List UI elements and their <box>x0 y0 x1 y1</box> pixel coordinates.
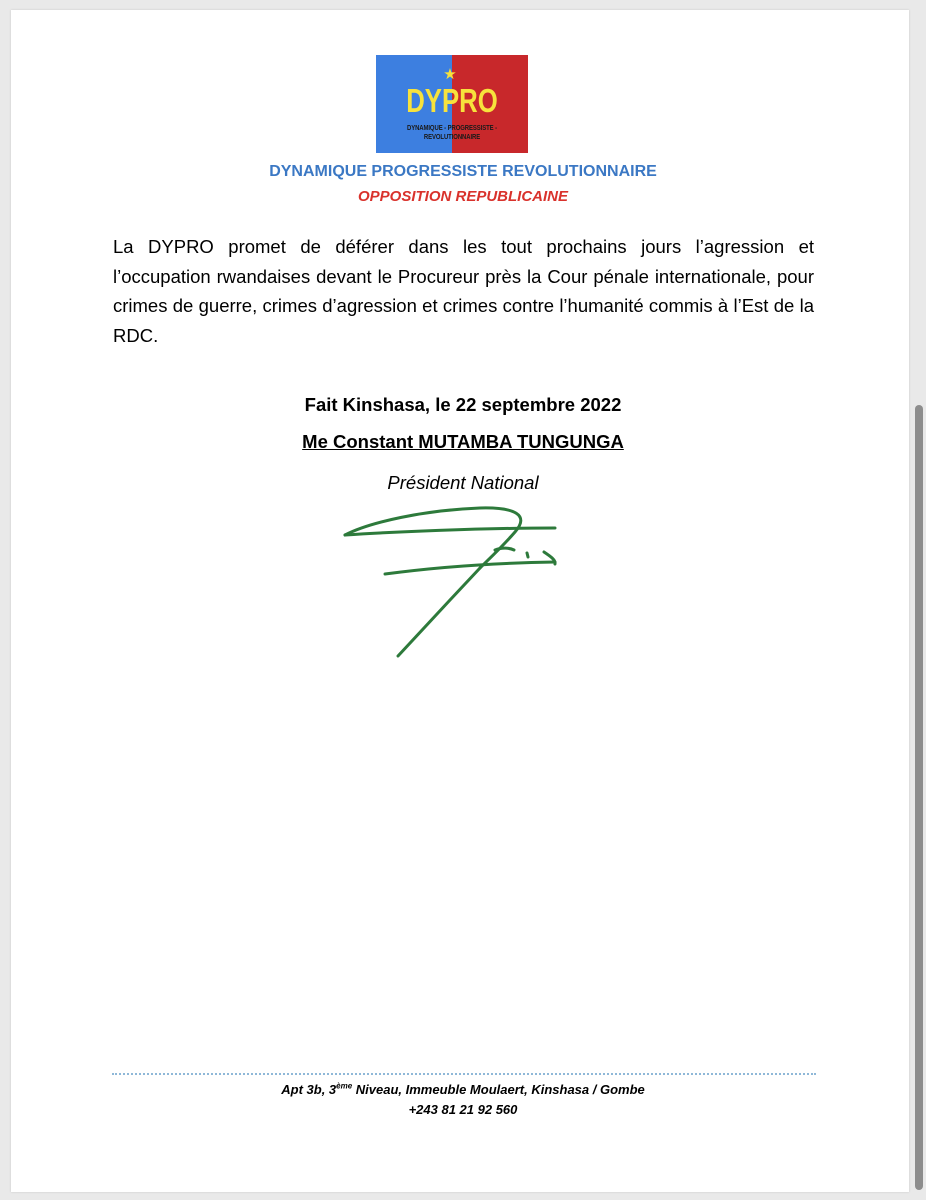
footer-divider <box>112 1073 816 1075</box>
address-part-2: Niveau, Immeuble Moulaert, Kinshasa / Gombe <box>352 1082 645 1097</box>
organization-name: DYNAMIQUE PROGRESSISTE REVOLUTIONNAIRE <box>269 163 657 180</box>
organization-subtitle: OPPOSITION REPUBLICAINE <box>357 188 569 205</box>
signatory-name: Me Constant MUTAMBA TUNGUNGA <box>302 431 624 452</box>
signatory-name-line <box>0 430 926 454</box>
logo-name: DYPRO <box>406 82 498 119</box>
logo-tagline: DYNAMIQUE - PROGRESSISTE - REVOLUTIONNAIRE <box>406 125 498 141</box>
place-date: Fait Kinshasa, le 22 septembre 2022 <box>304 394 622 415</box>
address-part-1: Apt 3b, 3 <box>281 1082 337 1097</box>
vertical-scrollbar[interactable] <box>915 405 923 1190</box>
statement-paragraph: La DYPRO promet de déférer dans les tout prochains jours l’agression et l’occupation rwandaises devant le Procureur près la Cour pénale internationale, pour crimes de guerre, crimes d’agression et crimes contre l’humanité commis à l’Est de la RDC. <box>113 236 814 346</box>
handwritten-signature <box>330 500 570 670</box>
dypro-logo <box>376 55 528 153</box>
footer-address <box>0 1081 926 1099</box>
star-icon: ★ <box>443 66 457 83</box>
signatory-title: Président National <box>387 472 539 493</box>
address-superscript: ème <box>336 1081 353 1091</box>
footer-phone: +243 81 21 92 560 <box>408 1102 518 1117</box>
